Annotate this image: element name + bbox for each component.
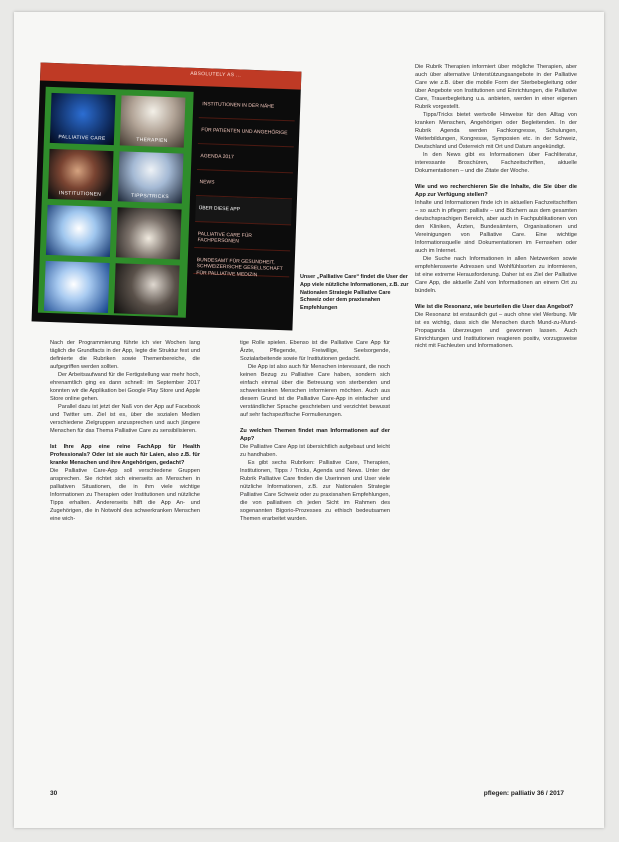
tile-photo-8 <box>114 263 180 315</box>
app-screenshot-image <box>32 63 302 331</box>
menu-item: INSTITUTIONEN IN DER NÄHE <box>199 92 296 121</box>
tile-news <box>116 207 182 259</box>
app-header-text: ABSOLUTELY AS ... <box>190 70 242 79</box>
menu-item: PALLIATIVE CARE FÜR FACHPERSONEN <box>194 222 291 251</box>
interview-question: Wie ist die Resonanz, wie beurteilen die User das Angebot? <box>415 303 574 310</box>
magazine-page <box>14 12 604 828</box>
tile-photo-7 <box>44 261 110 313</box>
paragraph: Nach der Programmierung führte ich vier Wochen lang täglich die Grundfacts in der App, legte die Struktur fest und definierte die Rubriken sowie Themenbereiche, die aufgegriffen werden sollten. <box>50 340 200 370</box>
paragraph: Tipps/Tricks bietet wertvolle Hinweise für den Alltag von kranken Menschen, Angehörigen oder Begleitenden. In der Rubrik Agenda werden Fachkongresse, Schulungen, Weiterbildungen, Kongresse, Symposien etc. in der Schweiz, Deutschland und Österreich mit Ort und Datum angekündigt. <box>415 111 577 150</box>
menu-item: AGENDA 2017 <box>197 144 294 173</box>
paragraph: Die Palliative Care App ist übersichtlich aufgebaut und leicht zu handhaben. <box>240 443 390 458</box>
menu-item: ÜBER DIESE APP <box>195 196 292 225</box>
paragraph: Die App ist also auch für Menschen interessant, die noch keinen Bezug zu Palliative Care haben, sondern sich einfach einmal über die Betreuung von sterbenden und schwerkranken Menschen informieren möchten. Auch aus diesem Grund ist die Palliative Care-App in einfacher und verständlicher Sprache geschrieben und verzichtet bewusst auf sehr fachspezifische Formulierungen. <box>240 363 390 418</box>
paragraph: Die Resonanz ist erstaunlich gut – auch ohne viel Werbung. Mir ist es wichtig, dass sich die Menschen durch Mund-zu-Mund-Propaganda überzeugen und gewonnen lassen. Auch Einrichtungen und Institutionen reagieren positiv, vorzugsweise nicht mit Fachleuten und Informationen. <box>415 311 577 350</box>
interview-question: Ist Ihre App eine reine FachApp für Health Professionals? Oder ist sie auch für Laien, also z.B. für kranke Menschen und ihre Angehörigen, gedacht? <box>50 443 200 466</box>
paragraph: Es gibt sechs Rubriken: Palliative Care, Therapien, Institutionen, Tipps / Tricks, Agenda und News. Unter der Rubrik Palliative Care finden die Userinnen und User viele nützliche Informationen, z.B. zur Nationalen Strategie Palliative Care Schweiz oder zu praxisnahen Empfehlungen, die von palliativen ch jeden Sicht im Rahmen des sogenannten Bigorio-Prozesses zu ethisch bedeutsamen Themen erarbeitet wurden. <box>240 459 390 522</box>
paragraph: tige Rolle spielen. Ebenso ist die Palliative Care App für Ärzte, Pflegende, Freiwillige, Seelsorgende, Sozialarbeitende sowie für Institutionen gedacht. <box>240 340 390 362</box>
app-menu-list <box>193 92 295 277</box>
paragraph: In den News gibt es Informationen über Fachliteratur, interessante Broschüren, Fachzeitschriften, aktuelle Dokumentationen – und die Zitate der Woche. <box>415 151 577 174</box>
text-column-2 <box>240 340 390 524</box>
paragraph: Inhalte und Informationen finde ich in aktuellen Fachzeitschriften – so auch in pflegen: palliativ – und Büchern aus dem gesamten deutschsprachigen Bereich, aber auch in Fachpublikationen von den Kliniken, Ärzten, Bundesämtern, Organisationen und Vereinigungen von Palliative Care. Eine wichtige Informationsquelle sind Dokumentationen im Fernsehen oder auch im Internet. <box>415 199 577 254</box>
journal-footer: pflegen: palliativ 36 / 2017 <box>483 790 564 797</box>
app-tile-grid <box>38 87 194 318</box>
interview-question: Wie und wo recherchieren Sie die Inhalte, die Sie über die App zur Verfügung stellen? <box>415 183 577 198</box>
tile-tipps-tricks: TIPPS/TRICKS <box>118 151 184 203</box>
tile-palliative-care: PALLIATIVE CARE <box>50 93 116 145</box>
tile-agenda <box>46 205 112 257</box>
paragraph: Die Palliative Care-App soll verschiedene Gruppen ansprechen. Sie richtet sich einerseits an Menschen in palliativen Situationen, die in ihm viele wichtige Informationen zu Therapien oder Institutionen und nützliche Tipps erhalten. Andererseits hilft die App An- und Zugehörigen, die in Notwohl des schwerkranken Menschen eine wich- <box>50 467 200 522</box>
tile-institutionen: INSTITUTIONEN <box>48 149 114 201</box>
text-column-1 <box>50 340 200 524</box>
paragraph: Parallel dazu ist jetzt der Naß von der App auf Facebook und Twitter um. Ziel ist es, über die sozialen Medien verschiedene Zielgruppen anzusprechen und auch jüngere Menschen für das Thema Palliative Care zu sensibilisieren. <box>50 403 200 434</box>
app-header-bar <box>40 63 301 90</box>
interview-question: Zu welchen Themen findet man Informationen auf der App? <box>240 427 390 442</box>
text-column-3 <box>415 64 577 351</box>
menu-item: NEWS <box>196 170 293 199</box>
menu-item: BUNDESAMT FÜR GESUNDHEIT, SCHWEIZERISCHE GESELLSCHAFT FÜR PALLIATIVE MEDIZIN <box>193 248 290 277</box>
paragraph: Die Rubrik Therapien informiert über mögliche Therapien, aber auch über alternative Unterstützungsangebote in der Palliative Care wie z.B. über die mobile Form der Sterbebegleitung oder über Angebote von Institutionen und Einrichtungen, die Palliative Care, Trauerbegleitung u.a. anbieten, werden in einer eigenen Rubrik vorgestellt. <box>415 64 577 110</box>
image-caption: Unser „Palliative Care“ findet die User der App viele nützliche Informationen, z.B. zur Nationalen Strategie Palliative Care Schweiz oder dem praxisnahen Empfehlungen <box>300 274 409 312</box>
menu-item: FÜR PATIENTEN UND ANGEHÖRIGE <box>198 118 295 147</box>
paragraph: Der Arbeitsaufwand für die Fertigstellung war mehr hoch, ehrenamtlich ging es dann schnell: im September 2017 konnten wir die Applikation bei Google Play Store und Apple Store online gehen. <box>50 371 200 402</box>
paragraph: Die Suche nach Informationen in allen Netzwerken sowie empfehlenswerte Adressen und Wohlfühlsorten zu informieren, ist eine extreme Herausforderung. Daher ist es Ziel der Palliative Care App, die aktuelle Zahl von Informationen an einem Ort zu bündeln. <box>415 255 577 294</box>
tile-therapien: THERAPIEN <box>120 95 186 147</box>
page-number: 30 <box>50 790 58 797</box>
